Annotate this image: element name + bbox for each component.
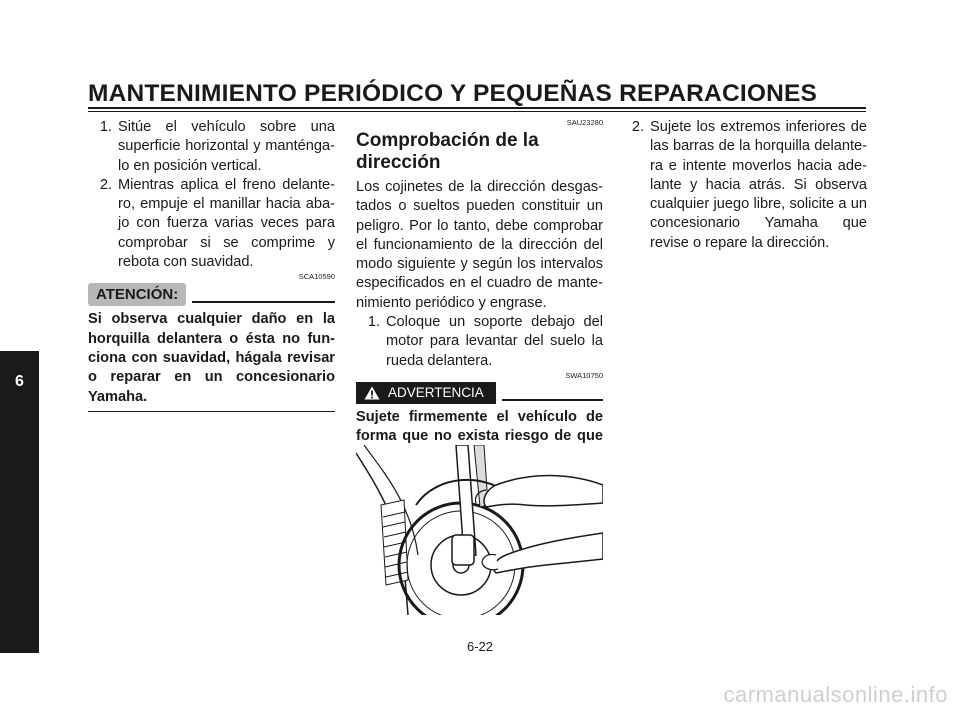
section-paragraph: Los cojinetes de la dirección desgas-tados o sueltos pueden constituir un peligro. Por lo tanto, debe comprobar el funcionamiento de la dirección del modo siguiente y según los intervalos especificados en el cuadro de mante-nimiento periódico y engrase. bbox=[356, 179, 603, 311]
step-number: 1. bbox=[367, 314, 380, 331]
chapter-side-tab bbox=[0, 351, 39, 653]
step-item bbox=[88, 176, 335, 272]
reference-code: SAU23280 bbox=[566, 118, 603, 127]
caution-text: Si observa cualquier daño en la horquilla delantera o ésta no fun-ciona con suavidad, hágala revisar o reparar en un concesionario Yamaha. bbox=[88, 311, 335, 405]
step-text: Mientras aplica el freno delante-ro, empuje el manillar hacia aba-jo con fuerza varias veces para comprobar si se comprime y rebota con suavidad. bbox=[118, 176, 335, 271]
step-number: 2. bbox=[99, 176, 112, 193]
step-item bbox=[88, 118, 335, 176]
reference-code: SWA10750 bbox=[565, 370, 603, 380]
header-rule-thin bbox=[88, 111, 866, 112]
header-rule bbox=[88, 107, 866, 109]
column-middle bbox=[356, 118, 603, 471]
warning-rule bbox=[502, 399, 603, 401]
steering-check-illustration bbox=[356, 445, 603, 615]
warning-text: Sujete firmemente el vehículo de forma que no exista riesgo de que bbox=[356, 408, 603, 445]
column-right bbox=[620, 118, 867, 253]
step-text: Sujete los extremos inferiores de las barras de la horquilla delante-ra e intente moverlos hacia ade-lante y hacia atrás. Si observa cualquier juego libre, solicite a un concesionario Yamaha que revise o repare la dirección. bbox=[650, 119, 867, 251]
warning-label-box bbox=[356, 382, 496, 404]
watermark: carmanualsonline.info bbox=[723, 682, 948, 707]
warning-triangle-icon bbox=[364, 386, 380, 400]
chapter-tab-label: 6 bbox=[15, 373, 24, 390]
step-item bbox=[356, 313, 603, 371]
caution-notice-header bbox=[88, 283, 335, 306]
step-number: 2. bbox=[631, 119, 644, 135]
reference-code: SCA10590 bbox=[298, 272, 335, 282]
page-number: 6-22 bbox=[466, 639, 494, 654]
step-text: Sitúe el vehículo sobre una superficie horizontal y manténga-lo en posición vertical. bbox=[118, 119, 335, 174]
step-text: Coloque un soporte debajo del motor para levantar del suelo la rueda delantera. bbox=[386, 314, 603, 369]
step-number: 1. bbox=[99, 119, 112, 135]
caution-rule bbox=[192, 301, 335, 303]
step-item bbox=[620, 118, 867, 253]
column-left bbox=[88, 118, 335, 412]
caution-end-rule bbox=[88, 411, 335, 413]
caution-label: ATENCIÓN: bbox=[88, 283, 186, 306]
warning-notice-header bbox=[356, 382, 603, 404]
section-title: Comprobación de la dirección bbox=[356, 130, 539, 173]
warning-label: ADVERTENCIA bbox=[388, 384, 484, 400]
page-header-title: MANTENIMIENTO PERIÓDICO Y PEQUEÑAS REPARACIONES bbox=[88, 80, 818, 107]
